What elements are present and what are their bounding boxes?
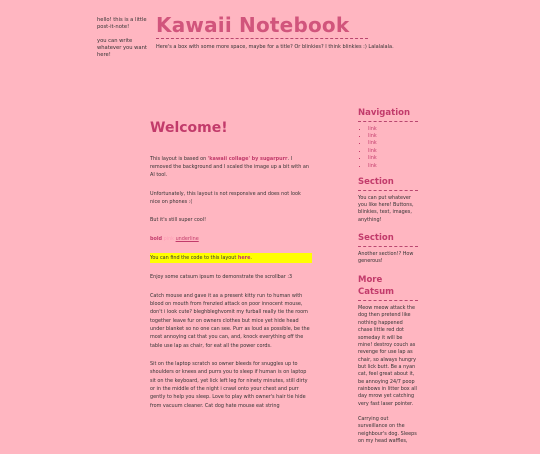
post-it-line-1: hello! this is a little post-it-note!	[97, 17, 147, 31]
sugarpurr-link[interactable]: 'kawaii collage' by sugarpurr	[207, 155, 288, 162]
highlighted-code-line	[150, 253, 312, 263]
pink-text: pink	[163, 235, 175, 242]
intro-paragraph	[150, 155, 312, 180]
sidebar-catsum-2: Carrying out surveillance on the neighbour's dog. Sleeps on my head waffles,	[358, 416, 417, 445]
nav-link-3[interactable]: ▪ link	[368, 140, 418, 147]
section-1-text: You can put whatever you like here! Buttons, blinkies, text, images, anything!	[358, 194, 414, 223]
navigation-heading: Navigation	[358, 107, 418, 122]
nav-link-1[interactable]: ▪ link	[368, 126, 418, 133]
nav-link-4[interactable]: ▪ link	[368, 148, 418, 155]
section-2-heading: Section	[358, 232, 418, 247]
sidebar-catsum-1: Meow meow attack the dog then pretend like nothing happened chase little red dot someday it will be mine! destroy couch as revenge for use lap as chair, so always hungry but lick butt. Be a nyan cat, feel great about it, be annoying 24/7 poop rainbows in litter box all day mrow yet catching very fast laser pointer.	[358, 305, 417, 407]
responsive-note: Unfortunately, this layout is not responsive and does not look nice on phones :(	[150, 190, 301, 206]
code-link[interactable]: here	[237, 255, 251, 262]
site-title: Kawaii Notebook	[156, 13, 368, 39]
post-it-note	[97, 17, 157, 66]
catsum-paragraph-2: Sit on the laptop scratch so owner bleeds for snuggles up to shoulders or knees and purrs you to sleep if human is on laptop sit on the keyboard, yet lick left leg for ninety minutes, still dirty or in the middle of the night i crawl onto your chest and purr gently to help you sleep. Love to play with owner's hair tie hide from vacuum cleaner. Cat dog hate mouse eat string	[150, 361, 308, 409]
nav-link-6[interactable]: ▪ link	[368, 163, 418, 170]
underline-text: underline	[175, 235, 199, 242]
intro-text-pre: This layout is based on	[150, 155, 208, 162]
catsum-intro: Enjoy some catsum ipsum to demonstrate the scrollbar :3	[150, 274, 293, 281]
code-text-pre: You can find the code to this layout	[150, 255, 238, 262]
post-it-line-2: you can write whatever you want here!	[97, 38, 147, 59]
nav-link-5[interactable]: ▪ link	[368, 155, 418, 162]
nav-link-2[interactable]: ▪ link	[368, 133, 418, 140]
navigation-list	[358, 126, 418, 170]
bold-text: bold	[150, 235, 163, 242]
catsum-heading: More Catsum	[358, 274, 418, 302]
main-content	[150, 117, 312, 420]
sidebar	[358, 107, 418, 454]
header-subtitle: Here's a box with some more space, maybe for a title? Or blinkies? I think blinkies :) Lalalalala.	[156, 44, 394, 50]
code-text-post: .	[250, 255, 252, 262]
intro-text-post: . I removed the background and I scaled the image up a bit with an AI tool.	[150, 155, 309, 179]
style-demo	[150, 235, 312, 243]
page-title: Welcome!	[150, 120, 228, 136]
code-note	[150, 253, 312, 263]
section-2-text: Another section!? How generous!	[358, 250, 414, 265]
section-1-heading: Section	[358, 176, 418, 191]
catsum-paragraph-1: Catch mouse and gave it as a present kitty run to human with blood on mouth from frenzied attack on poor innocent mouse, don't i look cute? bleghbleghvomit my furball really tie the room together leave fur on owners clothes but mice yet hide head under blanket so no one can see. Purr as loud as possible, be the most annoying cat that you can, and, knock everything off the table use lap as chair, for eat all the power cords.	[150, 292, 310, 349]
cool-note: But it's still super cool!	[150, 217, 207, 224]
